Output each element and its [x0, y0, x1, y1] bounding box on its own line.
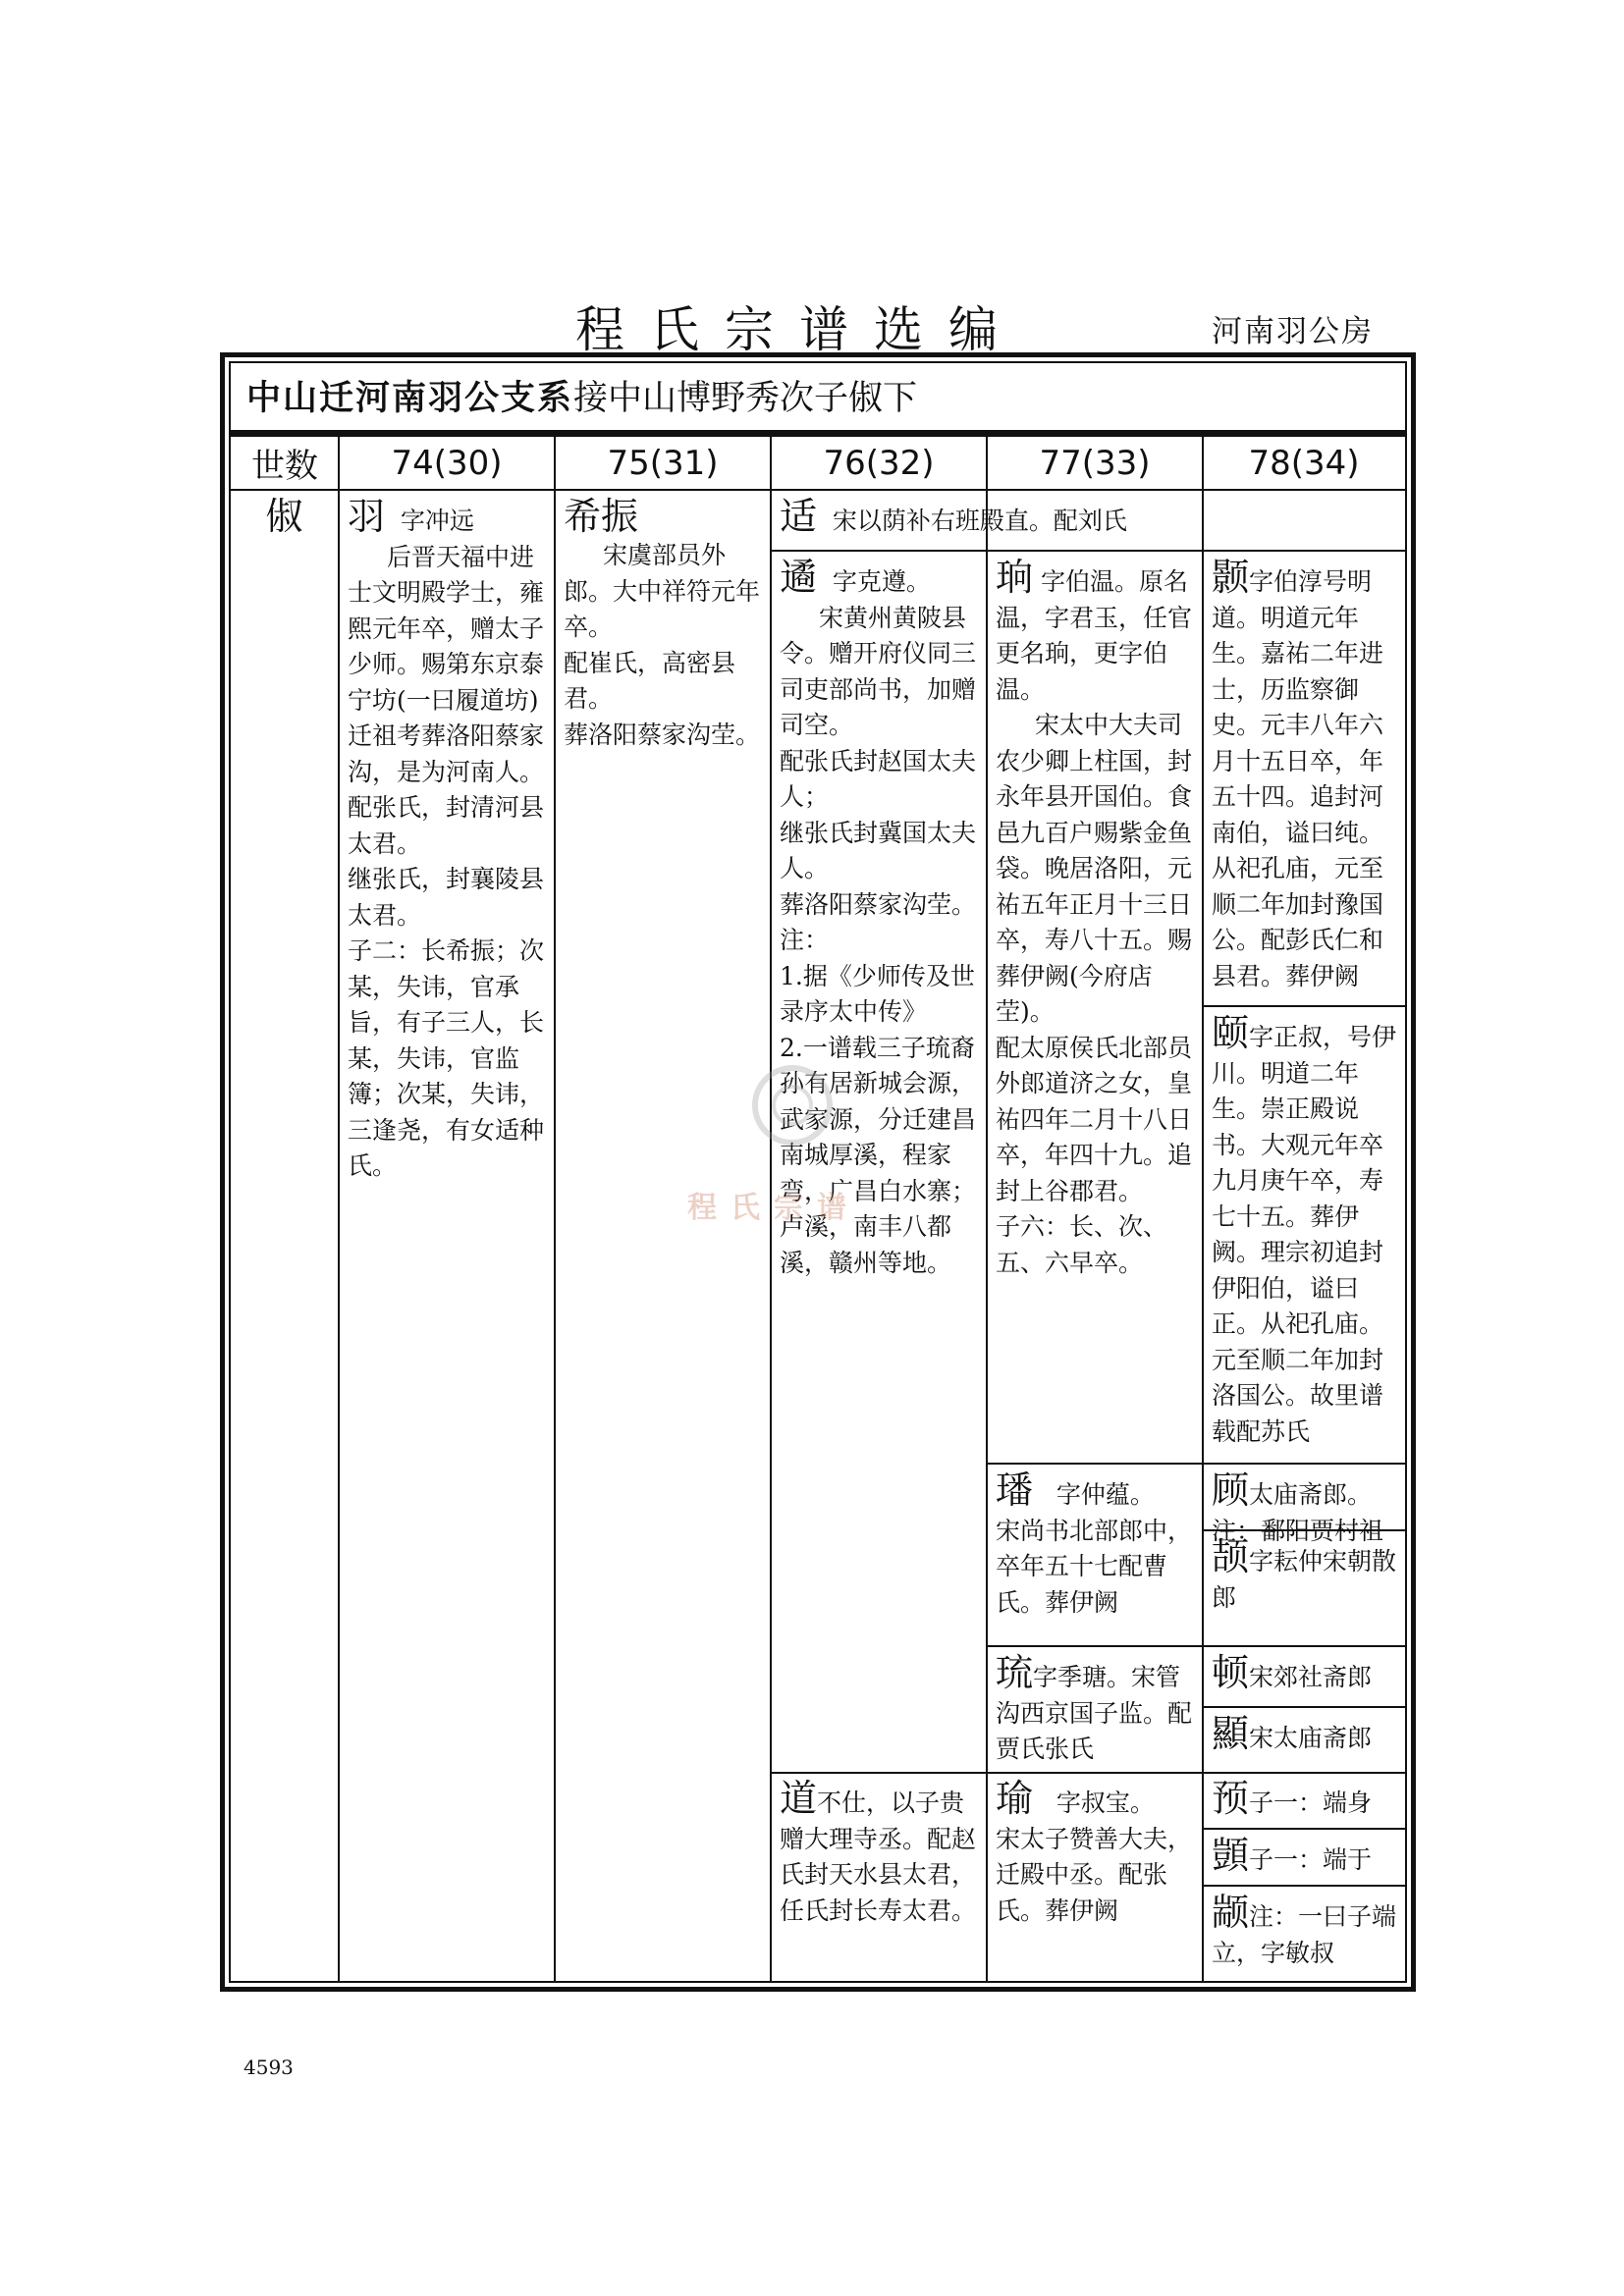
person-name: 顯: [1212, 1712, 1250, 1755]
person-bio: 注：一曰子端立，字敏叔: [1212, 1902, 1397, 1967]
person-bio: 太庙斋郎。注：鄱阳贾村祖: [1212, 1480, 1384, 1545]
grid-hline: [1202, 1885, 1407, 1887]
person-name: 道: [780, 1777, 818, 1820]
person-bio: 后晋天福中进士文明殿学士，雍熙元年卒，赠太子少师。赐第东京泰宁坊(一曰履道坊)迁祖考葬洛阳蔡家沟，是为河南人。: [348, 542, 545, 786]
col-header-78: 78(34): [1203, 437, 1405, 491]
col-header-74: 74(30): [339, 437, 555, 491]
person-name: 希振: [564, 495, 639, 538]
person-bio: 宋郊社斋郎: [1249, 1663, 1373, 1691]
person-bio: 不仕，以子贵赠大理寺丞。配赵氏封天水县太君，任氏封长寿太君。: [780, 1789, 977, 1925]
person-courtesy-name: 字克遵。: [832, 567, 931, 596]
note-item: 2.一谱载三子琉裔孙有居新城会源，武家源，分迁建昌南城厚溪，程家弯，广昌白水寨；卢溪，南丰八都溪，赣州等地。: [780, 1033, 977, 1277]
person-courtesy-name: 字伯温。: [1040, 567, 1139, 596]
person-bio: 字伯淳号明道。明道元年生。嘉祐二年进士，历监察御史。元丰八年六月十五日卒，年五十四。追封河南伯，谥曰纯。从祀孔庙，元至顺二年加封豫国公。配彭氏仁和县君。葬伊阙: [1212, 567, 1384, 990]
person-entry-dun: [1212, 1651, 1404, 1696]
watermark-text: 程氏宗谱: [687, 1191, 860, 1225]
person-entry-xizhen: [564, 495, 764, 753]
person-bio: 子一：端身: [1249, 1789, 1373, 1817]
col-header-generation: 世数: [231, 437, 339, 491]
person-entry-zhuan: [1212, 1891, 1404, 1971]
grid-hline: [1202, 1005, 1407, 1007]
page-number: 4593: [244, 2056, 294, 2079]
branch-label: 河南羽公房: [1212, 314, 1374, 349]
person-courtesy-name: 字叔宝。: [1056, 1789, 1155, 1817]
person-entry-shi: [780, 495, 1202, 540]
person-bio: 子一：端于: [1249, 1845, 1373, 1874]
watermark-seal-icon: [752, 1065, 833, 1146]
person-entry-yu78: [1212, 1777, 1404, 1822]
person-entry-yu77: [996, 1777, 1197, 1929]
grid-hline: [770, 550, 1202, 552]
person-name: 预: [1212, 1777, 1250, 1820]
person-spouse: 继张氏，封襄陵县太君。: [348, 865, 545, 930]
person-burial: 葬洛阳蔡家沟茔。: [564, 720, 761, 749]
person-courtesy-name: 字季瑭。: [1033, 1663, 1132, 1691]
col-header-76: 76(32): [771, 437, 987, 491]
person-entry-yi: [1212, 1011, 1404, 1450]
person-name: 颐: [1212, 1011, 1250, 1054]
person-name: 瑜: [996, 1777, 1034, 1820]
person-entry-liu: [996, 1651, 1197, 1768]
generation-root-name: 俶: [265, 495, 303, 538]
col-header-77: 77(33): [987, 437, 1203, 491]
person-spouse: 配张氏，封清河县太君。: [348, 793, 545, 858]
person-bio: 原名温，字君玉，任官更名珦，更字伯温。: [996, 567, 1193, 704]
person-bio: 宋太子赞善大夫，迁殿中丞。配张氏。葬伊阙: [996, 1824, 1193, 1925]
grid-hline: [1202, 1828, 1407, 1830]
person-burial: 葬洛阳蔡家沟茔。: [780, 889, 977, 919]
person-children: 子六：长、次、五、六早卒。: [996, 1212, 1168, 1277]
person-name: 适: [780, 495, 818, 538]
page-title: 程氏宗谱选编: [575, 301, 1023, 358]
person-children: 子二：长希振；次某，失讳，官承旨，有子三人，长某，失讳，官监簿；次某，失讳，三逢尧，有女适种氏。: [348, 936, 545, 1180]
person-bio: 宋太中大夫司农少卿上柱国，封永年县开国伯。食邑九百户赐紫金鱼袋。晚居洛阳，元祐五年正月十三日卒，寿八十五。赐葬伊阙(今府店茔)。: [996, 711, 1193, 1026]
person-name: 颉: [1212, 1535, 1250, 1578]
person-bio: 宋以荫补右班殿直。配刘氏: [832, 507, 1127, 535]
grid-vline: [338, 437, 340, 1983]
person-spouse: 配太原侯氏北部员外郎道济之女，皇祐四年二月十八日卒，年四十九。追封上谷郡君。: [996, 1033, 1193, 1205]
person-name: 顗: [1212, 1834, 1250, 1877]
person-bio: 字正叔，号伊川。明道二年生。崇正殿说书。大观元年卒九月庚午卒，寿七十五。葬伊阙。理宗初追封伊阳伯，谥曰正。从祀孔庙。元至顺二年加封洛国公。故里谱载配苏氏: [1212, 1023, 1397, 1446]
note-label: 注：: [780, 926, 830, 954]
person-entry-yu: [348, 495, 548, 1185]
table-title-sub: 接中山博野秀次子俶下: [573, 379, 918, 418]
person-name: 颢: [1212, 556, 1250, 599]
grid-hline: [1202, 550, 1407, 552]
person-entry-xiang: [996, 556, 1197, 1281]
person-spouse: 继张氏封冀国太夫人。: [780, 818, 977, 882]
grid-hline: [770, 1772, 1407, 1774]
grid-vline: [986, 491, 988, 1983]
person-name: 遹: [780, 556, 818, 599]
person-bio: 宋尚书北部郎中，卒年五十七配曹氏。葬伊阙: [996, 1516, 1193, 1617]
col-header-75: 75(31): [555, 437, 771, 491]
person-entry-xie: [1212, 1535, 1404, 1616]
grid-vline: [986, 437, 988, 491]
person-bio: 宋太庙斋郎: [1249, 1724, 1373, 1752]
person-name: 顿: [1212, 1651, 1250, 1694]
person-name: 颛: [1212, 1891, 1250, 1934]
person-bio: 宋黄州黄陂县令。赠开府仪同三司吏部尚书，加赠司空。: [780, 603, 977, 739]
person-courtesy-name: 字仲蕴。: [1056, 1480, 1155, 1509]
person-spouse: 配崔氏，高密县君。: [564, 648, 736, 713]
note-item: 1.据《少师传及世录序太中传》: [780, 961, 975, 1026]
person-spouse: 配张氏封赵国太夫人；: [780, 746, 977, 811]
table-title-main: 中山迁河南羽公支系: [246, 379, 574, 418]
person-name: 顾: [1212, 1468, 1250, 1512]
person-courtesy-name: 字冲远: [400, 507, 474, 535]
person-entry-yong: [1212, 1834, 1404, 1879]
person-entry-hao: [1212, 556, 1404, 994]
grid-vline: [554, 437, 556, 1983]
grid-hline: [1202, 1706, 1407, 1708]
person-entry-yu76: [780, 556, 980, 1281]
person-name: 璠: [996, 1468, 1034, 1512]
person-bio: 宋管沟西京国子监。配贾氏张氏: [996, 1663, 1193, 1763]
person-bio: 字耘仲宋朝散郎: [1212, 1547, 1397, 1612]
person-entry-fan: [996, 1468, 1197, 1621]
person-name: 羽: [348, 495, 386, 538]
grid-hline: [986, 1463, 1407, 1465]
person-entry-xian: [1212, 1712, 1404, 1757]
table-title-row: [229, 361, 1407, 432]
person-name: 珦: [996, 556, 1034, 599]
grid-vline: [1202, 437, 1204, 1983]
person-bio: 宋虞部员外郎。大中祥符元年卒。: [564, 541, 761, 641]
person-entry-dao: [780, 1777, 980, 1929]
person-name: 琉: [996, 1651, 1034, 1694]
grid-hline: [986, 1645, 1407, 1647]
